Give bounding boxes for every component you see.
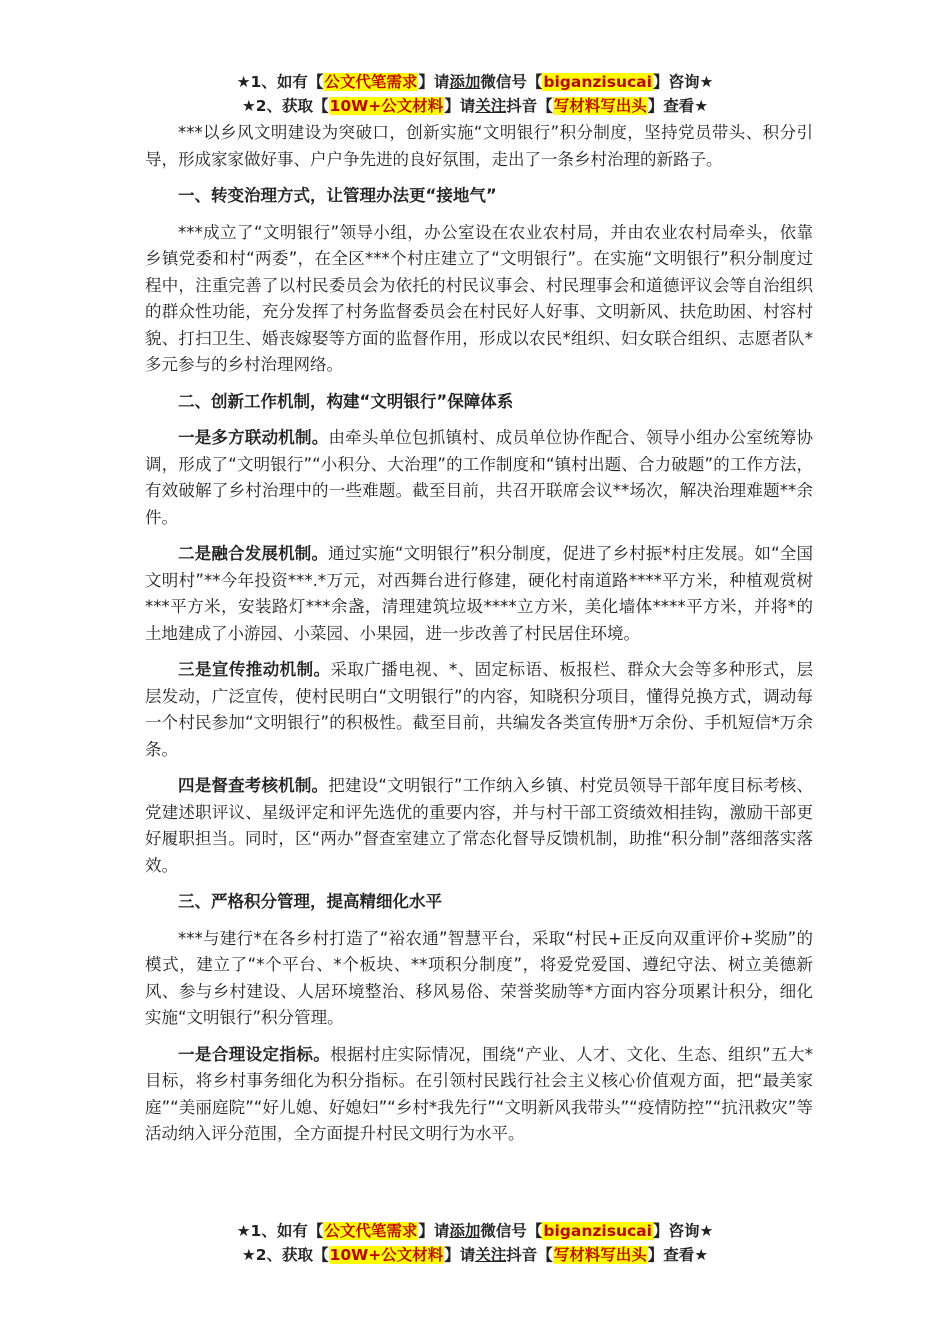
intro-paragraph: ***以乡风文明建设为突破口，创新实施“文明银行”积分制度，坚持党员带头、积分引导，形成家家做好事、户户争先进的良好氛围，走出了一条乡村治理的新路子。 — [145, 123, 813, 169]
paragraph-1: ***成立了“文明银行”领导小组，办公室设在农业农村局，并由农业农村局牵头，依靠乡镇党委和村“两委”，在全区***个村庄建立了“文明银行”。在实施“文明银行”积分制度过程中，注重完善了以村民委员会为依托的村民议事会、村民理事会和道德评议会等自治组织的群众性功能，充分发挥了村务监督委员会在村民好人好事、文明新风、扶危助困、村容村貌、打扫卫生、婚丧嫁娶等方面的监督作用，形成以农民*组织、妇女联合组织、志愿者队*多元参与的乡村治理网络。 — [145, 222, 813, 374]
banner-text: 微信号【 — [480, 73, 543, 91]
banner-underline: 关注 — [475, 97, 507, 115]
banner-text: 】咨询★ — [652, 1222, 714, 1240]
banner-highlight: 写材料写出头 — [553, 1246, 647, 1264]
paragraph-lead: 一是多方联动机制。 — [178, 428, 329, 447]
paragraph-text: 通过实施“文明银行”积分制度，促进了乡村振*村庄发展。如“全国文明村”**今年投资***.*万元，对西舞台进行修建，硬化村南道路****平方米，种植观赏树***平方米，安装路灯***余盏，清理建筑垃圾****立方米，美化墙体****平方米，并将*的土地建成了小游园、小菜园、小果园，进一步改善了村民居住环境。 — [145, 544, 813, 643]
banner-highlight: 写材料写出头 — [553, 97, 647, 115]
paragraph-text: 采取广播电视、*、固定标语、板报栏、群众大会等多种形式，层层发动，广泛宣传，使村民明白“文明银行”的内容，知晓积分项目，懂得兑换方式，调动每一个村民参加“文明银行”的积极性。截至目前，共编发各类宣传册*万余份、手机短信*万余条。 — [145, 660, 814, 759]
banner-text: ★2、获取【 — [241, 97, 329, 115]
banner-text: 】请 — [444, 97, 476, 115]
section-heading-1: 一、转变治理方式，让管理办法更“接地气” — [178, 186, 497, 205]
banner-text: ★1、如有【 — [236, 1222, 324, 1240]
banner-underline: 添加 — [449, 1222, 481, 1240]
promo-banner-line-1-top — [0, 70, 950, 94]
banner-text: ★2、获取【 — [241, 1246, 329, 1264]
banner-text: 】查看★ — [647, 1246, 709, 1264]
section-heading-2: 二、创新工作机制，构建“文明银行”保障体系 — [178, 391, 514, 411]
banner-underline: 添加 — [449, 73, 481, 91]
banner-text: 微信号【 — [480, 1222, 543, 1240]
banner-text: 】请 — [418, 1222, 450, 1240]
paragraph-text: 由牵头单位包抓镇村、成员单位协作配合、领导小组办公室统筹协调，形成了“文明银行”“小积分、大治理”的工作制度和“镇村出题、合力破题”的工作方法，有效破解了乡村治理中的一些难题。截至目前，共召开联席会议**场次，解决治理难题**余件。 — [145, 428, 814, 527]
banner-highlight: biganzisucai — [543, 1222, 652, 1240]
banner-highlight: 公文代笔需求 — [324, 1222, 418, 1240]
promo-banner-line-1-bottom — [0, 1219, 950, 1243]
paragraph-6: ***与建行*在各乡村打造了“裕农通”智慧平台，采取“村民+正反向双重评价+奖励”的模式，建立了“*个平台、*个板块、**项积分制度”，将爱党爱国、遵纪守法、树立美德新风、参与乡村建设、人居环境整治、移风易俗、荣誉奖励等*方面内容分项累计积分，细化实施“文明银行”积分管理。 — [145, 928, 813, 1027]
section-heading-3: 三、严格积分管理，提高精细化水平 — [178, 892, 442, 911]
paragraph-lead: 二是融合发展机制。 — [178, 544, 329, 563]
paragraph-7 — [145, 1042, 813, 1148]
banner-highlight: 公文代笔需求 — [324, 73, 418, 91]
promo-banner-line-2-bottom — [0, 1243, 950, 1267]
paragraph-lead: 四是督查考核机制。 — [178, 776, 329, 795]
paragraph-4 — [145, 657, 813, 763]
paragraph-2 — [145, 425, 813, 531]
paragraph-5 — [145, 773, 813, 879]
paragraph-text: 根据村庄实际情况，围绕“产业、人才、文化、生态、组织”五大*目标，将乡村事务细化为积分指标。在引领村民践行社会主义核心价值观方面，把“最美家庭”“美丽庭院”“好儿媳、好媳妇”“乡村*我先行”“文明新风我带头”“疫情防控”“抗汛救灾”等活动纳入评分范围，全方面提升村民文明行为水平。 — [145, 1044, 814, 1143]
banner-text: 】请 — [418, 73, 450, 91]
banner-highlight: biganzisucai — [543, 73, 652, 91]
paragraph-3 — [145, 541, 813, 647]
paragraph-text: 把建设“文明银行”工作纳入乡镇、村党员领导干部年度目标考核、党建述职评议、星级评定和评先选优的重要内容，并与村干部工资绩效相挂钩，激励干部更好履职担当。同时，区“两办”督查室建立了常态化督导反馈机制，助推“积分制”落细落实落效。 — [145, 776, 814, 875]
banner-underline: 关注 — [475, 1246, 507, 1264]
banner-text: 抖音【 — [506, 97, 553, 115]
promo-banner-line-2-top — [0, 94, 950, 118]
banner-text: 】请 — [444, 1246, 476, 1264]
banner-text: ★1、如有【 — [236, 73, 324, 91]
banner-highlight: 10W+公文材料 — [329, 97, 444, 115]
paragraph-lead: 三是宣传推动机制。 — [178, 660, 331, 679]
banner-text: 】咨询★ — [652, 73, 714, 91]
banner-text: 】查看★ — [647, 97, 709, 115]
paragraph-lead: 一是合理设定指标。 — [178, 1044, 331, 1064]
document-body — [145, 120, 813, 1158]
banner-text: 抖音【 — [506, 1246, 553, 1264]
banner-highlight: 10W+公文材料 — [329, 1246, 444, 1264]
